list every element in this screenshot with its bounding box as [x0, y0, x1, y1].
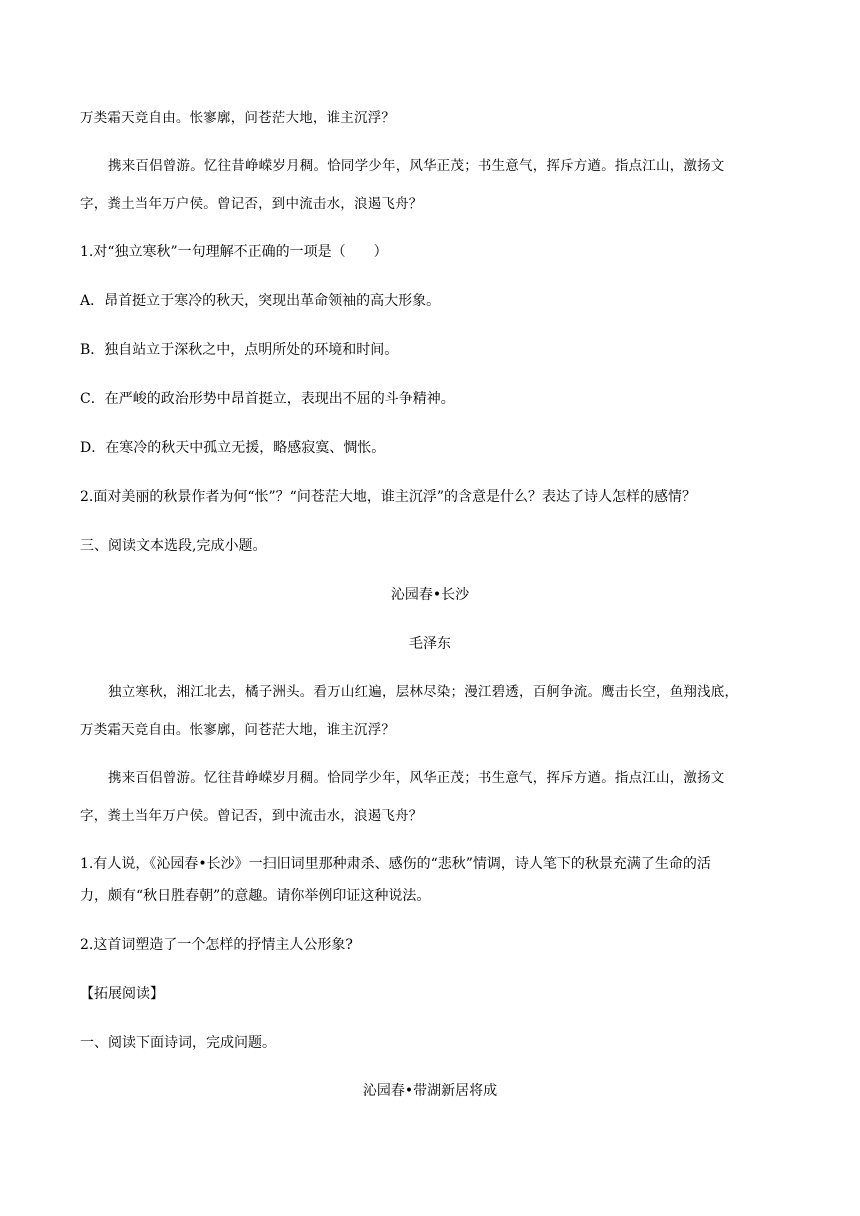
poem-line: 万类霜天竞自由。怅寥廓，问苍茫大地，谁主沉浮？	[80, 110, 396, 126]
extended-subheading: 一、阅读下面诗词，完成问题。	[80, 1035, 276, 1051]
question-1-continued: 力，颇有“秋日胜春朝”的意趣。请你举例印证这种说法。	[80, 888, 431, 904]
option-a: A．昂首挺立于寒冷的秋天，突现出革命领袖的高大形象。	[80, 293, 441, 309]
extended-reading-heading: 【拓展阅读】	[80, 986, 164, 1002]
poem-title: 沁园春•带湖新居将成	[362, 1083, 498, 1099]
question-1: 1.对“独立寒秋”一句理解不正确的一项是（ ）	[80, 244, 388, 260]
section-heading: 三、阅读文本选段,完成小题。	[80, 538, 267, 554]
poem-line: 字，粪土当年万户侯。曾记否，到中流击水，浪遏飞舟？	[80, 196, 423, 212]
question-2: 2.这首词塑造了一个怎样的抒情主人公形象?	[80, 937, 353, 953]
poem-line: 独立寒秋，湘江北去，橘子洲头。看万山红遍，层林尽染；漫江碧透，百舸争流。鹰击长空，鱼翔浅底，	[108, 684, 739, 700]
question-2: 2.面对美丽的秋景作者为何“怅”？“问苍茫大地，谁主沉浮”的含意是什么？表达了诗人怎样的感情？	[80, 489, 696, 505]
poem-line: 携来百侣曾游。忆往昔峥嵘岁月稠。恰同学少年，风华正茂；书生意气，挥斥方遒。指点江山，激扬文	[108, 158, 725, 174]
question-1: 1.有人说，《沁园春•长沙》一扫旧词里那种肃杀、感伤的“悲秋”情调，诗人笔下的秋景充满了生命的活	[80, 856, 711, 872]
poem-line: 携来百侣曾游。忆往昔峥嵘岁月稠。恰同学少年，风华正茂；书生意气，挥斥方遒。指点江山，激扬文	[108, 770, 725, 786]
poem-author: 毛泽东	[409, 636, 451, 652]
option-b: B．独自站立于深秋之中，点明所处的环境和时间。	[80, 342, 399, 358]
option-d: D．在寒冷的秋天中孤立无援，略感寂寞、惆怅。	[80, 440, 386, 456]
poem-title: 沁园春•长沙	[390, 587, 470, 603]
option-c: C．在严峻的政治形势中昂首挺立，表现出不屈的斗争精神。	[80, 391, 455, 407]
poem-line: 万类霜天竞自由。怅寥廓，问苍茫大地，谁主沉浮？	[80, 722, 396, 738]
poem-line: 字，粪土当年万户侯。曾记否，到中流击水，浪遏飞舟？	[80, 808, 423, 824]
